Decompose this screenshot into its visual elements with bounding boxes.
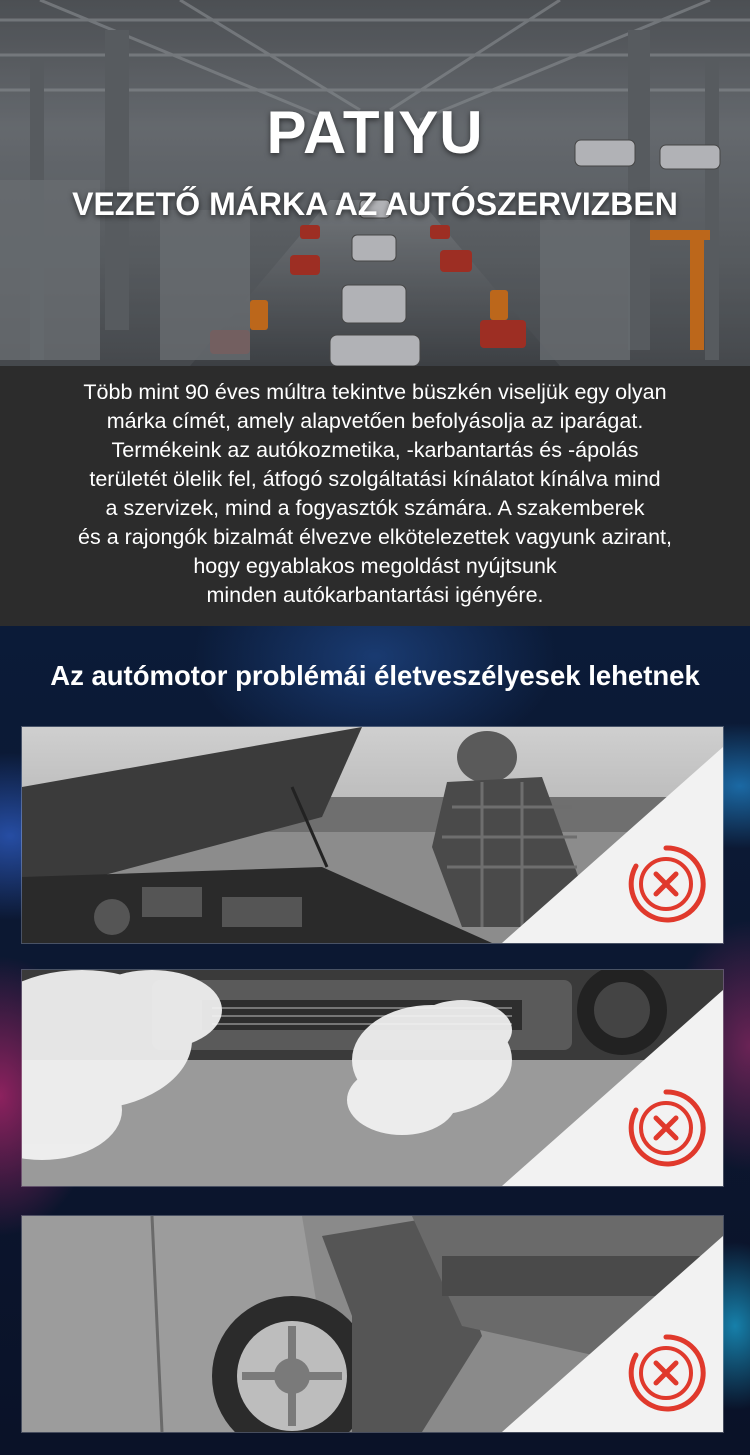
hero-banner bbox=[0, 0, 750, 366]
brand-title: PATIYU bbox=[266, 99, 484, 166]
broken-down-car-image bbox=[22, 727, 723, 943]
intro-line: területét ölelik fel, átfogó szolgáltatási kínálatot kínálva mind bbox=[89, 467, 661, 491]
intro-section bbox=[0, 366, 750, 626]
intro-line: Több mint 90 éves múltra tekintve büszkén viseljük egy olyan bbox=[83, 380, 667, 404]
car-exhaust-smoke-image bbox=[22, 970, 723, 1186]
problems-section bbox=[0, 626, 750, 1455]
factory-assembly-line-image bbox=[0, 0, 750, 366]
intro-text bbox=[0, 366, 750, 610]
brand-tagline: VEZETŐ MÁRKA AZ AUTÓSZERVIZBEN bbox=[72, 186, 678, 222]
intro-line: hogy egyablakos megoldást nyújtsunk bbox=[193, 554, 557, 578]
problem-card-exhaust-smoke bbox=[22, 970, 723, 1186]
intro-line: márka címét, amely alapvetően befolyásolja az iparágat. bbox=[106, 409, 644, 433]
x-circle-icon bbox=[626, 844, 706, 924]
problem-card-crash bbox=[22, 1216, 723, 1432]
x-circle-icon bbox=[626, 1088, 706, 1168]
intro-line: és a rajongók bizalmát élvezve elkötelezettek vagyunk azirant, bbox=[78, 525, 672, 549]
section-title: Az autómotor problémái életveszélyesek lehetnek bbox=[50, 660, 700, 691]
intro-line: minden autókarbantartási igényére. bbox=[206, 583, 544, 607]
x-circle-icon bbox=[626, 1333, 706, 1413]
car-crash-image bbox=[22, 1216, 723, 1432]
intro-line: a szervizek, mind a fogyasztók számára. A szakemberek bbox=[105, 496, 645, 520]
problem-card-breakdown bbox=[22, 727, 723, 943]
intro-line: Termékeink az autókozmetika, -karbantartás és -ápolás bbox=[111, 438, 639, 462]
